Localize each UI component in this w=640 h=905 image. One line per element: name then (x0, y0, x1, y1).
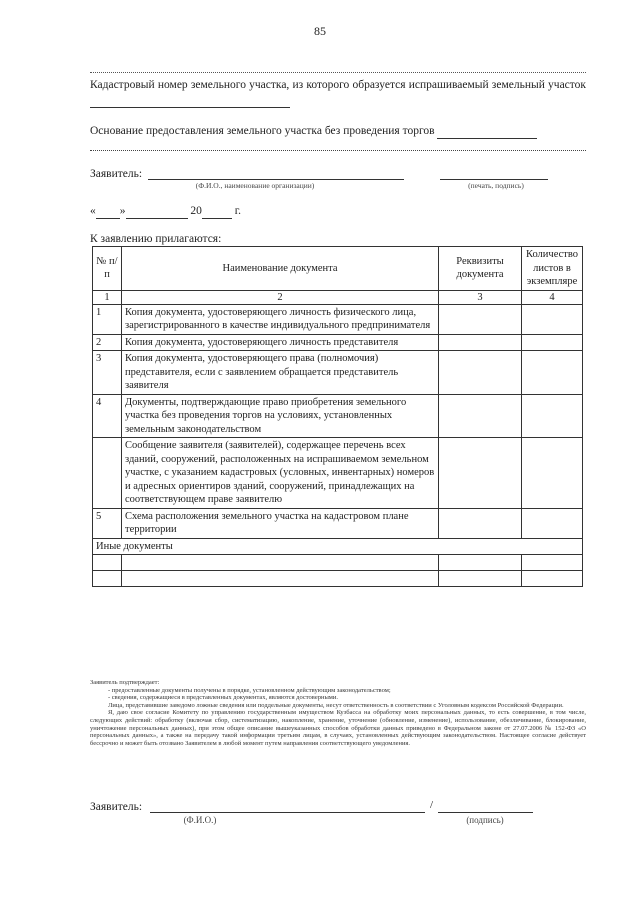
date-day-line[interactable] (96, 218, 120, 219)
attachments-title: К заявлению прилагаются: (90, 233, 222, 245)
row-requisites-cell[interactable] (439, 351, 522, 395)
applicant-field (90, 167, 142, 182)
basis-line-2[interactable] (90, 150, 586, 151)
table-row (93, 394, 583, 438)
row-num: 1 (93, 304, 122, 334)
applicant-label: Заявитель: (90, 168, 143, 180)
row-name: Копия документа, удостоверяющего личность физического лица, зарегистрированного в качестве индивидуального предпринимателя (122, 304, 439, 334)
cadastral-number-line[interactable] (90, 107, 290, 108)
row-name: Копия документа, удостоверяющего права (полномочия) представителя, если с заявлением обращается представитель заявителя (122, 351, 439, 395)
row-quantity-cell[interactable] (522, 438, 583, 509)
row-quantity-cell[interactable] (522, 394, 583, 438)
notes-line: - сведения, содержащиеся в представленных документах, являются достоверными. (108, 694, 339, 702)
footer-name-line[interactable] (150, 812, 425, 813)
notes-line: Лица, представившие заведомо ложные сведения или поддельные документы, несут ответственность в соответствии с Уголовным кодексом Российской Федерации. (108, 701, 564, 709)
notes-block (90, 679, 586, 747)
row-num (93, 438, 122, 509)
header-num: № п/п (93, 247, 122, 291)
documents-table (92, 246, 583, 587)
cadastral-number-field (90, 78, 586, 108)
table-row (93, 508, 583, 538)
table-row (93, 334, 583, 351)
footer-signature-caption: (подпись) (466, 815, 504, 825)
date-field: « » 20 г. (90, 205, 242, 217)
date-year-line[interactable] (202, 218, 232, 219)
row-name: Сообщение заявителя (заявителей), содержащее перечень всех зданий, сооружений, расположенных на испрашиваемом земельном участке, с указанием кадастровых (условных, инвентарных) номеров и адресных ориентиров зданий, сооружений, принадлежащих на соответствующем праве заявителю (122, 438, 439, 509)
header-divider (90, 72, 586, 73)
date-month-line[interactable] (126, 218, 188, 219)
table-row (93, 438, 583, 509)
footer-name-caption: (Ф.И.О.) (183, 815, 217, 825)
row-requisites-cell[interactable] (439, 508, 522, 538)
row-num: 2 (93, 334, 122, 351)
applicant-signature-line[interactable] (440, 179, 548, 180)
row-name: Схема расположения земельного участка на кадастровом плане территории (122, 508, 439, 538)
footer-signature-line[interactable] (438, 812, 533, 813)
table-row (93, 351, 583, 395)
row-num: 5 (93, 508, 122, 538)
notes-line: - предоставленные документы получены в порядке, установленном действующим законодательством; (108, 686, 391, 694)
table-row (93, 304, 583, 334)
notes-heading: Заявитель подтверждает: (90, 679, 160, 686)
row-requisites-cell[interactable] (439, 304, 522, 334)
table-header-row (93, 247, 583, 291)
column-number-row: 1 2 3 4 (93, 290, 583, 304)
row-quantity-cell[interactable] (522, 304, 583, 334)
notes-line: Я, даю свое согласие Комитету по управлению государственным имуществом Кузбасса на обработку моих персональных данных, то есть совершение, в том числе, следующих действий: обработку (включая сбор, систематизацию, накопление, хранение, уточнение (обновление, изменение), использование, обезличивание, блокирование, уничтожение персональных данных), при этом общее описание вышеуказанных способов обработки данных приведено в Федеральном законе от 27.07.2006 № 152-ФЗ «О персональных данных», а также на передачу такой информации третьим лицам, в случаях, установленных действующим законодательством. Настоящее согласие действует бессрочно и может быть отозвано Заявителем в любой момент путем направления соответствующего уведомления. (90, 709, 586, 747)
header-quantity: Количество листов в экземпляре (522, 247, 583, 291)
page-number: 85 (314, 24, 326, 38)
other-docs-row (93, 538, 583, 555)
row-num: 3 (93, 351, 122, 395)
basis-label: Основание предоставления земельного участка без проведения торгов (90, 125, 435, 137)
basis-line[interactable] (437, 138, 537, 139)
header-requisites: Реквизиты документа (439, 247, 522, 291)
row-quantity-cell[interactable] (522, 508, 583, 538)
applicant-name-caption: (Ф.И.О., наименование организации) (195, 181, 315, 190)
row-requisites-cell[interactable] (439, 438, 522, 509)
cadastral-number-label: Кадастровый номер земельного участка, из которого образуется испрашиваемый земельный участок (90, 79, 586, 91)
applicant-signature-caption: (печать, подпись) (468, 181, 524, 190)
applicant-name-line[interactable] (148, 179, 404, 180)
row-quantity-cell[interactable] (522, 351, 583, 395)
basis-field (90, 124, 586, 139)
row-requisites-cell[interactable] (439, 334, 522, 351)
row-name: Копия документа, удостоверяющего личность представителя (122, 334, 439, 351)
footer-applicant-label: Заявитель: (90, 801, 143, 813)
header-name: Наименование документа (122, 247, 439, 291)
footer-slash: / (430, 799, 434, 811)
row-num: 4 (93, 394, 122, 438)
empty-row[interactable] (93, 571, 583, 587)
row-quantity-cell[interactable] (522, 334, 583, 351)
row-name: Документы, подтверждающие право приобретения земельного участка без проведения торгов на условиях, установленных земельным законодательством (122, 394, 439, 438)
other-docs-label: Иные документы (93, 538, 583, 555)
empty-row[interactable] (93, 555, 583, 571)
row-requisites-cell[interactable] (439, 394, 522, 438)
